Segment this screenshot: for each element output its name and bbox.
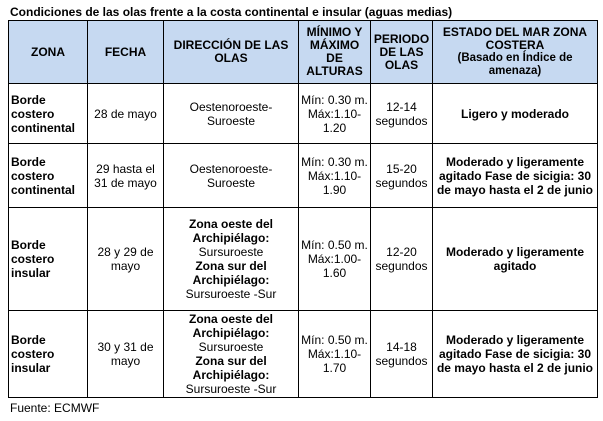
direccion-line: Sursuroeste <box>198 340 264 354</box>
wave-conditions-table <box>8 20 598 398</box>
cell-zona: Borde costero insular <box>9 208 88 311</box>
cell-zona: Borde costero continental <box>9 84 88 144</box>
cell-periodo: 14-18 segundos <box>371 311 433 398</box>
cell-direccion <box>164 144 299 208</box>
header-periodo: PERIODO DE LAS OLAS <box>371 21 433 84</box>
direccion-line: Zona sur del Archipiélago: <box>192 354 270 382</box>
header-fecha: FECHA <box>88 21 164 84</box>
cell-direccion <box>164 84 299 144</box>
cell-estado: Moderado y ligeramente agitado Fase de sicigia: 30 de mayo hasta el 2 de junio <box>433 311 598 398</box>
direccion-line: Oestenoroeste-Suroeste <box>189 161 273 190</box>
cell-direccion <box>164 311 299 398</box>
cell-periodo: 15-20 segundos <box>371 144 433 208</box>
direccion-line: Zona sur del Archipiélago: <box>192 259 270 287</box>
cell-zona: Borde costero insular <box>9 311 88 398</box>
table-row <box>9 144 598 208</box>
cell-alturas: Mín: 0.50 m. Máx:1.10-1.70 <box>299 311 371 398</box>
cell-zona: Borde costero continental <box>9 144 88 208</box>
cell-periodo: 12-14 segundos <box>371 84 433 144</box>
header-estado-note: (Basado en Índice de amenaza) <box>457 52 573 77</box>
header-estado <box>433 21 598 84</box>
header-zona: ZONA <box>9 21 88 84</box>
table-row <box>9 311 598 398</box>
header-direccion: DIRECCIÓN DE LAS OLAS <box>164 21 299 84</box>
table-header-row <box>9 21 598 84</box>
cell-fecha: 29 hasta el 31 de mayo <box>88 144 164 208</box>
cell-fecha: 30 y 31 de mayo <box>88 311 164 398</box>
table-row <box>9 208 598 311</box>
cell-estado: Moderado y ligeramente agitado Fase de sicigia: 30 de mayo hasta el 2 de junio <box>433 144 598 208</box>
cell-direccion <box>164 208 299 311</box>
cell-alturas: Mín: 0.50 m. Máx:1.00-1.60 <box>299 208 371 311</box>
cell-fecha: 28 de mayo <box>88 84 164 144</box>
cell-periodo: 12-20 segundos <box>371 208 433 311</box>
direccion-line: Sursuroeste -Sur <box>185 382 277 396</box>
cell-estado: Moderado y ligeramente agitado <box>433 208 598 311</box>
direccion-line: Zona oeste del Archipiélago: <box>188 217 274 245</box>
table-row <box>9 84 598 144</box>
direccion-line: Oestenoroeste-Suroeste <box>189 99 273 128</box>
header-alturas: MÍNIMO Y MÁXIMO DE ALTURAS <box>299 21 371 84</box>
cell-alturas: Mín: 0.30 m. Máx:1.10-1.90 <box>299 144 371 208</box>
cell-fecha: 28 y 29 de mayo <box>88 208 164 311</box>
cell-estado: Ligero y moderado <box>433 84 598 144</box>
table-title: Condiciones de las olas frente a la costa continental e insular (aguas medias) <box>10 5 453 19</box>
source-note: Fuente: ECMWF <box>10 401 100 415</box>
direccion-line: Zona oeste del Archipiélago: <box>188 312 274 340</box>
cell-alturas: Mín: 0.30 m. Máx:1.10-1.20 <box>299 84 371 144</box>
direccion-line: Sursuroeste -Sur <box>185 287 277 301</box>
direccion-line: Sursuroeste <box>198 245 264 259</box>
header-estado-label: ESTADO DEL MAR ZONA COSTERA <box>442 25 588 52</box>
